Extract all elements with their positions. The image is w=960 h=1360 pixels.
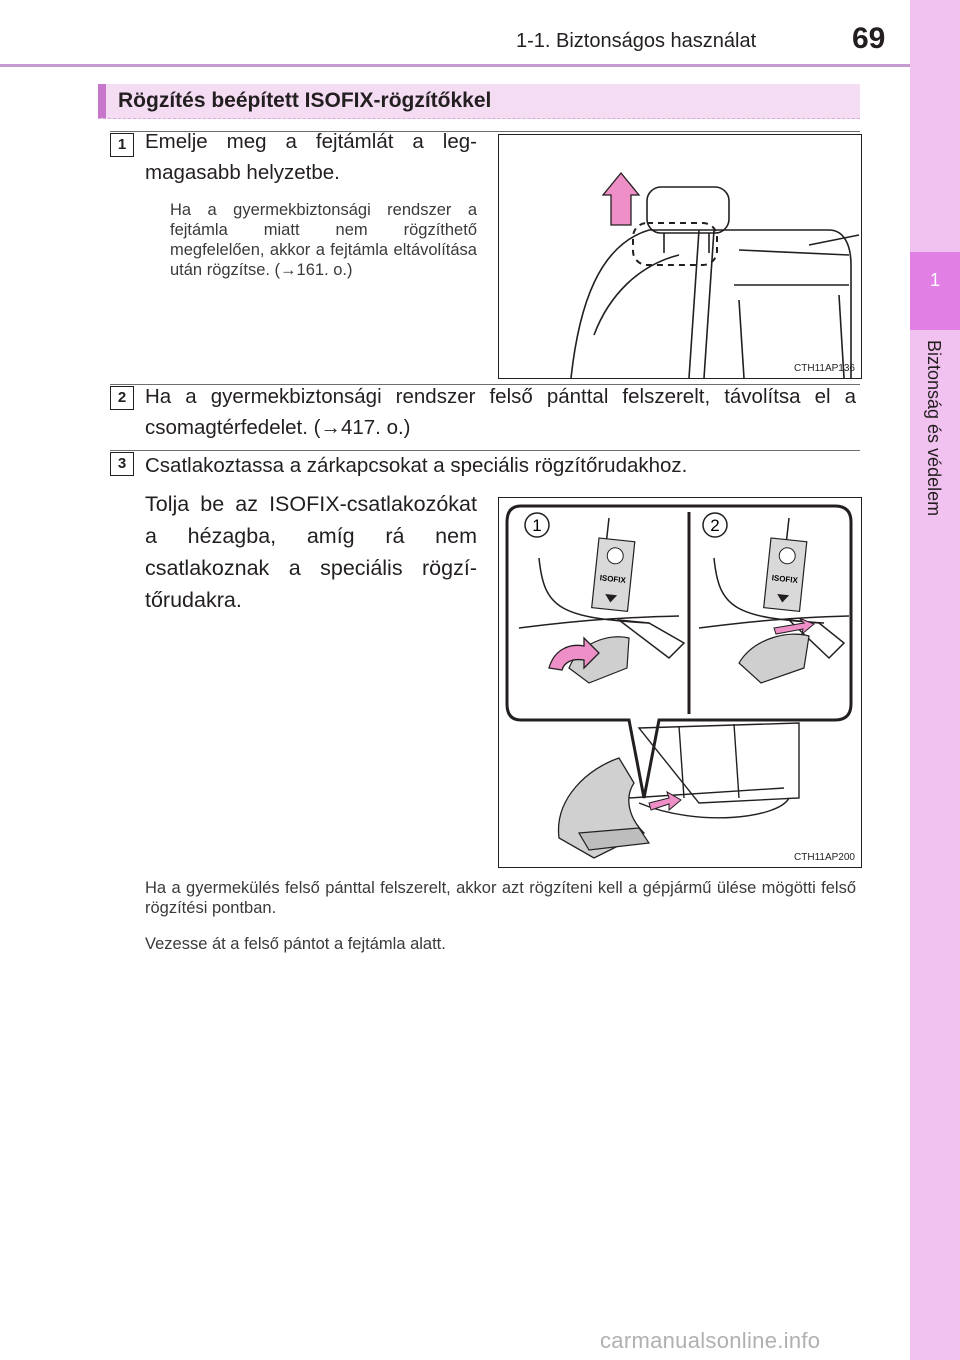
footer-watermark: carmanualsonline.info [600, 1328, 821, 1353]
isofix-drawing [499, 498, 861, 867]
isofix-label-right: ISOFIX [771, 573, 799, 586]
step-subtext: Tolja be az ISOFIX-csatlakozókat a hézagba, amíg rá nem csatlakoznak a speciális rögzítőrudakra. [145, 492, 477, 612]
step-number-badge: 3 [110, 452, 134, 476]
headrest-drawing [499, 135, 861, 378]
step-number-badge: 1 [110, 133, 134, 157]
chapter-number-box [910, 252, 960, 330]
step-note: Ha a gyermekbiztonsági rendszer a fejtámla miatt nem rögzíthető megfelelően, akkor a fejtámla eltávolítása után rögzítse. (→161. o.) [170, 201, 477, 279]
step-number-badge: 2 [110, 386, 134, 410]
step-text: Emelje meg a fejtámlát a legmagasabb helyzetbe. [145, 130, 477, 184]
callout-2: 2 [710, 516, 720, 535]
section-title-accent [98, 84, 106, 118]
step-text: Csatlakoztassa a zárkapcsokat a speciális rögzítőrudakhoz. [145, 454, 688, 477]
isofix-label-left: ISOFIX [599, 573, 627, 586]
page-number: 69 [852, 22, 886, 55]
chapter-title: Biztonság és védelem [924, 340, 944, 517]
chapter-side-tab [910, 0, 960, 1360]
step-note: Vezesse át a felső pántot a fejtámla alatt. [145, 935, 446, 953]
header-rule [0, 64, 910, 67]
section-title: Rögzítés beépített ISOFIX-rögzítőkkel [118, 89, 492, 112]
callout-1: 1 [532, 516, 542, 535]
chapter-number: 1 [929, 270, 940, 290]
headrest-illustration [498, 134, 862, 379]
step-note: Ha a gyermekülés felső pánttal felszerelt, akkor azt rögzíteni kell a gépjármű ülése mögötti felső rögzítési pontban. [145, 879, 856, 917]
figure-code: CTH11AP136 [794, 363, 855, 374]
isofix-illustration [498, 497, 862, 868]
figure-code: CTH11AP200 [794, 852, 855, 863]
running-header: 1-1. Biztonságos használat [516, 30, 757, 52]
step-text: Ha a gyermekbiztonsági rendszer felső pánttal felszerelt, távolítsa el a csomagtérfedelet. (→417. o.) [145, 385, 856, 439]
